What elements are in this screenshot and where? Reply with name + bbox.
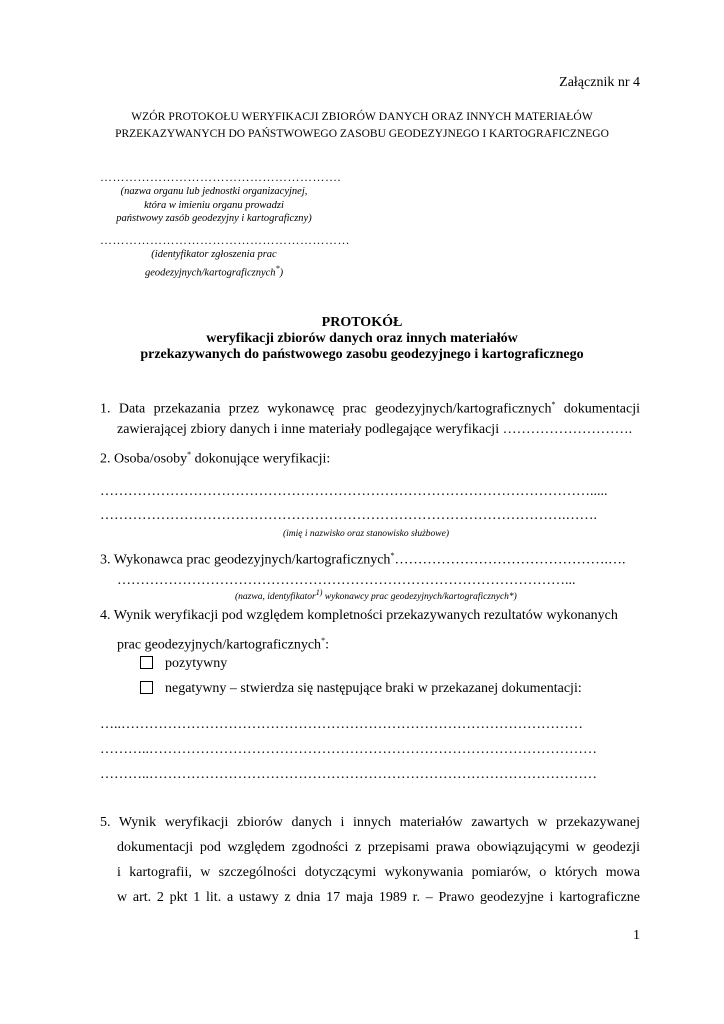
negative-checkbox[interactable]	[140, 681, 153, 694]
header-line-1: WZÓR PROTOKOŁU WERYFIKACJI ZBIORÓW DANYCH ORAZ INNYCH MATERIAŁÓW	[131, 111, 593, 123]
item-4-dots-3: ………..……………………………………………………………………………………	[100, 767, 597, 782]
item-4-dots-1: …..………………………………………………………………………………………	[100, 717, 583, 732]
page-number: 1	[633, 928, 640, 943]
item-4-dots-2: ………..……………………………………………………………………………………	[100, 742, 597, 757]
protocol-subtitle-1: weryfikacji zbiorów danych oraz innych materiałów	[206, 331, 518, 346]
annex-label: Załącznik nr 4	[559, 75, 640, 90]
item-5-line-2: dokumentacji pod względem zgodności z przepisami prawa obowiązującymi w geodezji	[117, 840, 640, 855]
item-2-dots-2: ……………………………………………………………………………………….…….	[100, 508, 597, 523]
identifier-block	[100, 233, 350, 280]
item-4-line-2: prac geodezyjnych/kartograficznych*:	[117, 636, 329, 653]
item-5-line-1: 5. Wynik weryfikacji zbiorów danych i innych materiałów zawartych w przekazywanej	[100, 815, 640, 830]
organ-caption-1: (nazwa organu lub jednostki organizacyjnej,	[120, 186, 308, 197]
organ-dots: ………………………………………………….	[100, 170, 341, 184]
identifier-caption-2: geodezyjnych/kartograficznych*)	[144, 263, 284, 278]
item-3-line: 3. Wykonawca prac geodezyjnych/kartograficznych*……………………………………….….	[100, 551, 626, 568]
item-5-line-4: w art. 2 pkt 1 lit. a ustawy z dnia 17 maja 1989 r. – Prawo geodezyjne i kartograficzne	[117, 890, 640, 905]
organ-block	[100, 170, 341, 226]
item-4-line-1: 4. Wynik weryfikacji pod względem kompletności przekazywanych rezultatów wykonanych	[100, 608, 618, 623]
item-3-caption: (nazwa, identyfikator$^{1)}$ wykonawcy prac geodezyjnych/kartograficznych*)	[235, 588, 517, 603]
item-1-line-1: 1. Data przekazania przez wykonawcę prac geodezyjnych/kartograficznych* dokumentacji	[100, 400, 640, 417]
protocol-subtitle-2: przekazywanych do państwowego zasobu geodezyjnego i kartograficznego	[140, 347, 584, 362]
negative-label: negatywny – stwierdza się następujące braki w przekazanej dokumentacji:	[165, 681, 582, 696]
protocol-title: PROTOKÓŁ	[321, 315, 403, 330]
identifier-dots: ……………………………………………………	[100, 233, 350, 247]
organ-caption-3: państwowy zasób geodezyjny i kartograficzny)	[116, 213, 312, 224]
item-3-dots: ……………………………………………………………………………………...	[117, 573, 576, 588]
item-5-line-3: i kartografii, w szczególności dotyczącymi wykonywania pomiarów, o których mowa	[117, 865, 640, 880]
positive-checkbox[interactable]	[140, 656, 153, 669]
item-2-dots-1: …………………………………………………………………………………………….....	[100, 484, 608, 499]
item-2-caption: (imię i nazwisko oraz stanowisko służbowe)	[283, 529, 449, 539]
item-1-line-2: zawierającej zbiory danych i inne materiały podlegające weryfikacji ……………………….	[117, 422, 633, 437]
identifier-caption-1: (identyfikator zgłoszenia prac	[151, 249, 277, 260]
header-line-2: PRZEKAZYWANYCH DO PAŃSTWOWEGO ZASOBU GEODEZYJNEGO I KARTOGRAFICZNEGO	[115, 128, 609, 140]
item-2-label: 2. Osoba/osoby* dokonujące weryfikacji:	[100, 450, 331, 467]
positive-label: pozytywny	[165, 656, 228, 671]
organ-caption-2: która w imieniu organu prowadzi	[144, 199, 284, 211]
